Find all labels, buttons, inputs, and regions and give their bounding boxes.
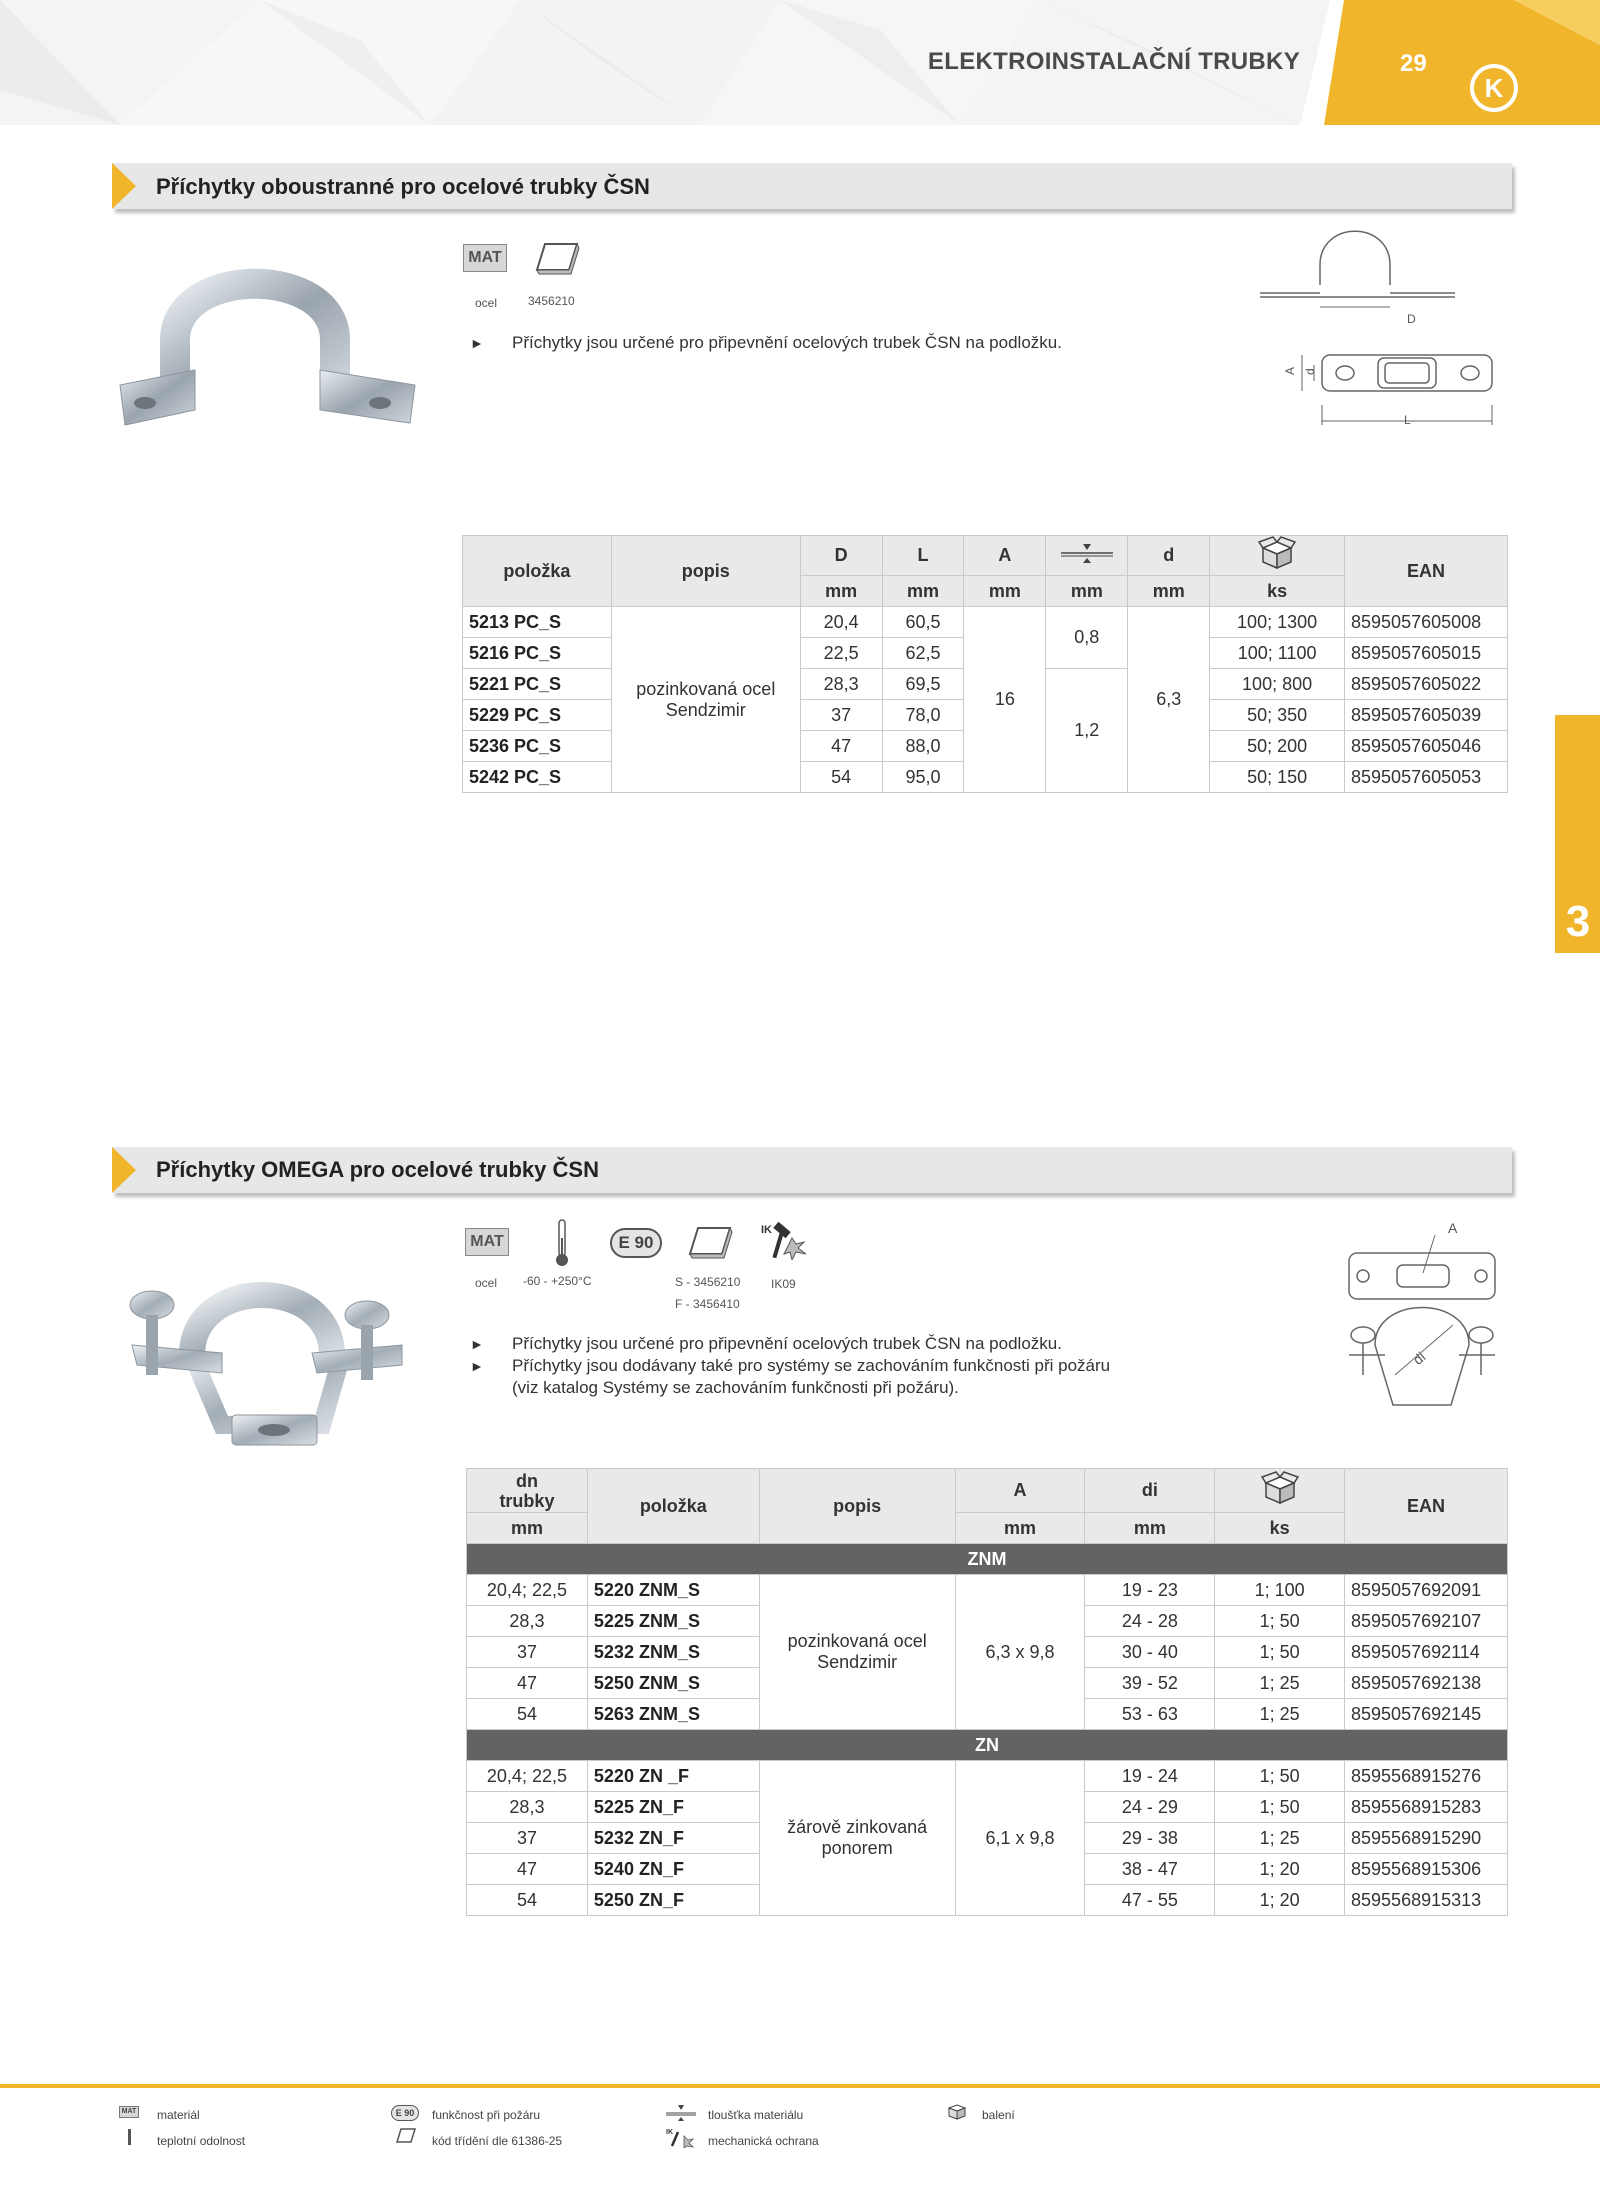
header-packaging bbox=[1215, 1469, 1345, 1513]
section-arrow-icon bbox=[112, 163, 136, 209]
impact-rating: IK09 bbox=[771, 1277, 796, 1291]
popis-cell: žárově zinkovaná ponorem bbox=[759, 1761, 955, 1916]
table-row: 5236 PC_S 47 88,0 50; 200 8595057605046 bbox=[463, 731, 1508, 762]
box-icon bbox=[1260, 1471, 1300, 1505]
impact-hammer-icon bbox=[760, 1220, 810, 1260]
feature-list bbox=[470, 332, 1270, 354]
dim-D: D bbox=[1407, 312, 1416, 326]
classification-code-s: S - 3456210 bbox=[675, 1275, 741, 1289]
table-row: 5229 PC_S 37 78,0 50; 350 8595057605039 bbox=[463, 700, 1508, 731]
legend-thickness: tloušťka materiálu bbox=[708, 2108, 804, 2122]
table-row: 37 5232 ZNM_S 30 - 40 1; 50 8595057692114 bbox=[467, 1637, 1508, 1668]
header-packaging bbox=[1210, 536, 1345, 576]
legend-temperature-icon bbox=[128, 2129, 131, 2145]
spec-table-omega: dn trubky položka popis A di EAN mm mm mm ks ZNM 20,4; 22,5 5220 ZNM_S pozinkovaná ocel Sendzimir 6,3 x 9,8 19 - 23 1; 100 8595057692091 28,3 5225 ZNM_S 24 - 28 1; 50 8595057692107 37 5232 ZNM_S 30 - 40 1; 50 8595057692114 47 5250 ZNM_S 39 - 52 1; 25 8595057692138 54 5263 ZNM_S 53 - 63 1; 25 8595057692145 ZN 20,4; 22,5 5220 ZN _F žárově zinkovaná ponorem 6,1 x 9,8 19 - 24 1; 50 8595568915276 28,3 5225 ZN_F 24 - 29 1; 50 8595568915283 37 5232 ZN_F 29 - 38 1; 25 8595568915290 47 5240 ZN_F 38 - 47 1; 20 8595568915306 54 5250 ZN_F 47 - 55 1; 20 8595568915313 bbox=[466, 1468, 1508, 1916]
section-title: Příchytky OMEGA pro ocelové trubky ČSN bbox=[156, 1157, 599, 1182]
bullet-arrow-icon: ► bbox=[470, 1336, 484, 1352]
material-label: ocel bbox=[475, 296, 498, 310]
legend-temperature: teplotní odolnost bbox=[157, 2134, 246, 2148]
product-image-clip bbox=[115, 245, 425, 435]
page-number: 29 bbox=[1400, 50, 1427, 77]
table-row: 28,3 5225 ZN_F 24 - 29 1; 50 8595568915283 bbox=[467, 1792, 1508, 1823]
material-icon: MAT bbox=[463, 244, 507, 272]
table-row: 47 5250 ZNM_S 39 - 52 1; 25 8595057692138 bbox=[467, 1668, 1508, 1699]
feature-item: ► Příchytky jsou dodávany také pro systémy se zachováním funkčnosti při požáru bbox=[470, 1356, 1111, 1375]
thermometer-icon bbox=[553, 1218, 571, 1268]
technical-drawing bbox=[1335, 1215, 1505, 1425]
dim-A: A bbox=[1448, 1220, 1458, 1236]
feature-list bbox=[470, 1333, 1270, 1399]
table-row: 47 5240 ZN_F 38 - 47 1; 20 8595568915306 bbox=[467, 1854, 1508, 1885]
logo-letter: K bbox=[1484, 73, 1504, 103]
box-icon bbox=[1257, 536, 1297, 570]
footer-rule bbox=[0, 2084, 1600, 2088]
page-title: ELEKTROINSTALAČNÍ TRUBKY bbox=[927, 48, 1300, 75]
table-row: 5221 PC_S 28,3 69,5 1,2 100; 800 8595057605022 bbox=[463, 669, 1508, 700]
legend-box-icon bbox=[946, 2101, 968, 2121]
feature-item: ► Příchytky jsou určené pro připevnění ocelových trubek ČSN na podložku. bbox=[470, 333, 1062, 352]
header-D: D bbox=[800, 536, 882, 576]
legend-impact-icon bbox=[666, 2126, 694, 2148]
dim-L: L bbox=[1404, 413, 1411, 427]
legend-classification: kód třídění dle 61386-25 bbox=[432, 2134, 563, 2148]
header-polozka: položka bbox=[463, 536, 612, 607]
header-di: di bbox=[1085, 1469, 1215, 1513]
header-thickness bbox=[1046, 536, 1128, 576]
spec-table-clip: položka popis D L A d EAN mm mm mm mm mm ks 5213 PC_S pozinkovaná ocel Sendzimir 20,4 60,5 16 0,8 6,3 100; 1300 8595057605008 5216 PC_S 22,5 62,5 100; 1100 8595057605015 5221 PC_S 28,3 69,5 1,2 100; 800 8595057605022 5229 PC_S 37 78,0 50; 350 8595057605039 5236 PC_S 47 88,0 50; 200 8595057605046 5242 PC_S 54 95,0 50; 150 8595057605053 bbox=[462, 535, 1508, 793]
dim-d: d bbox=[1303, 368, 1317, 375]
technical-drawing bbox=[1240, 225, 1500, 435]
header-polozka: položka bbox=[587, 1469, 759, 1544]
classification-icon bbox=[535, 240, 581, 276]
material-icon: MAT bbox=[465, 1228, 509, 1256]
header-A: A bbox=[964, 536, 1046, 576]
feature-item: (viz katalog Systémy se zachováním funkčnosti při požáru). bbox=[512, 1378, 959, 1397]
legend-fire-icon: E 90 bbox=[391, 2105, 419, 2121]
section-title: Příchytky oboustranné pro ocelové trubky ČSN bbox=[156, 174, 650, 199]
table-row: 5216 PC_S 22,5 62,5 100; 1100 8595057605015 bbox=[463, 638, 1508, 669]
thickness-icon bbox=[1059, 542, 1115, 564]
table-row: 20,4; 22,5 5220 ZNM_S pozinkovaná ocel Sendzimir 6,3 x 9,8 19 - 23 1; 100 8595057692091 bbox=[467, 1575, 1508, 1606]
header-accent-tab bbox=[1324, 0, 1600, 125]
legend-thickness-icon bbox=[665, 2104, 697, 2122]
group-header-row: ZN bbox=[467, 1730, 1508, 1761]
chapter-number: 3 bbox=[1565, 897, 1591, 946]
svg-text:IK: IK bbox=[761, 1224, 772, 1236]
svg-text:IK: IK bbox=[666, 2129, 673, 2136]
header-d: d bbox=[1128, 536, 1210, 576]
header-popis: popis bbox=[611, 536, 800, 607]
legend-fire: funkčnost při požáru bbox=[432, 2108, 541, 2122]
header-ean: EAN bbox=[1345, 1469, 1508, 1544]
header-popis: popis bbox=[759, 1469, 955, 1544]
legend-material: materiál bbox=[157, 2108, 200, 2122]
table-row: 5213 PC_S pozinkovaná ocel Sendzimir 20,4 60,5 16 0,8 6,3 100; 1300 8595057605008 bbox=[463, 607, 1508, 638]
header-A: A bbox=[955, 1469, 1085, 1513]
legend-classification-icon bbox=[395, 2127, 417, 2145]
header-L: L bbox=[882, 536, 964, 576]
classification-icon bbox=[688, 1224, 734, 1260]
table-row: 54 5250 ZN_F 47 - 55 1; 20 8595568915313 bbox=[467, 1885, 1508, 1916]
dim-A: A bbox=[1283, 366, 1297, 375]
material-label: ocel bbox=[475, 1276, 498, 1290]
popis-cell: pozinkovaná ocel Sendzimir bbox=[611, 607, 800, 793]
temperature-range: -60 - +250°C bbox=[523, 1274, 592, 1288]
table-row: 5242 PC_S 54 95,0 50; 150 8595057605053 bbox=[463, 762, 1508, 793]
dim-di: di bbox=[1409, 1348, 1429, 1368]
table-row: 54 5263 ZNM_S 53 - 63 1; 25 8595057692145 bbox=[467, 1699, 1508, 1730]
classification-code-f: F - 3456410 bbox=[675, 1297, 740, 1311]
fire-resistance-icon: E 90 bbox=[610, 1228, 662, 1258]
header-ean: EAN bbox=[1345, 536, 1508, 607]
product-image-omega bbox=[112, 1265, 422, 1465]
classification-code: 3456210 bbox=[528, 294, 575, 308]
legend-mechanical: mechanická ochrana bbox=[708, 2134, 819, 2148]
table-row: 28,3 5225 ZNM_S 24 - 28 1; 50 8595057692107 bbox=[467, 1606, 1508, 1637]
legend-material-icon: MAT bbox=[119, 2106, 139, 2118]
group-header-row: ZNM bbox=[467, 1544, 1508, 1575]
popis-cell: pozinkovaná ocel Sendzimir bbox=[759, 1575, 955, 1730]
table-row: 20,4; 22,5 5220 ZN _F žárově zinkovaná ponorem 6,1 x 9,8 19 - 24 1; 50 8595568915276 bbox=[467, 1761, 1508, 1792]
legend-packaging: balení bbox=[982, 2108, 1015, 2122]
section-arrow-icon bbox=[112, 1147, 136, 1193]
header-dn: dn trubky bbox=[467, 1469, 588, 1513]
table-row: 37 5232 ZN_F 29 - 38 1; 25 8595568915290 bbox=[467, 1823, 1508, 1854]
bullet-arrow-icon: ► bbox=[470, 335, 484, 351]
bullet-arrow-icon: ► bbox=[470, 1358, 484, 1374]
feature-item: ► Příchytky jsou určené pro připevnění ocelových trubek ČSN na podložku. bbox=[470, 1334, 1062, 1353]
